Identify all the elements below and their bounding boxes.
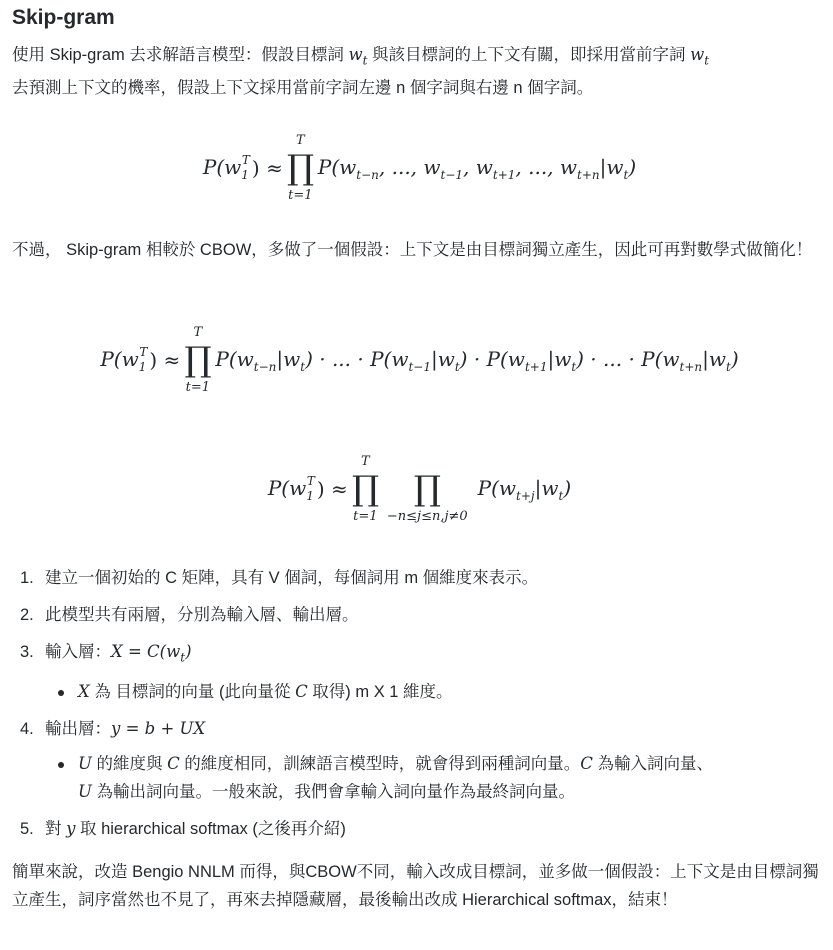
list-item: 3. 輸入層：$X = C(w_t)$ X 為 目標詞的向量 (此向量從 C 取得) m X 1 維度。 <box>12 638 827 706</box>
product-symbol-inner: ∏ −n≤j≤n,j≠0 <box>386 469 468 524</box>
equation-3: $P(w_1^T$ ) ≈ T ∏ t=1 ∏ −n≤j≤n,j≠0 $P(w_{t+j}|w_t)$ <box>267 454 572 524</box>
list-item: 4. 輸出層：y = b + UX U 的維度與 C 的維度相同，訓練語言模型時，就會得到兩種詞向量。C 為輸入詞向量、 U 為輸出詞向量。一般來說，我們會拿輸入詞向量作為最終詞向量。 <box>12 715 827 806</box>
intro-text-2: 與該目標詞的上下文有關，即採用當前字詞 <box>367 46 691 64</box>
list-item: 2. 此模型共有兩層，分別為輸入層、輸出層。 <box>20 606 359 624</box>
sub-list <box>45 678 827 706</box>
section-heading: Skip-gram <box>12 6 115 29</box>
intro-paragraph <box>12 41 824 102</box>
intro-text-1: 使用 Skip-gram 去求解語言模型：假設目標詞 <box>12 46 349 64</box>
steps-list <box>12 564 827 852</box>
intro-var-wt: $w_t$ <box>348 45 368 68</box>
equation-1: $P(w_1^T$ ) ≈ T ∏ t=1 $P(w_{t-n}$, ..., $w_{t-1}$, $w_{t+1}$, ..., $w_{t+n}|w_t$) <box>202 133 637 203</box>
summary-paragraph: 簡單來說，改造 Bengio NNLM 而得，與CBOW不同，輸入改成目標詞，並多做一個假設：上下文是由目標詞獨立產生，詞序當然也不見了，再來去掉隱藏層，最後輸出改成 Hierarchical softmax，結束！ <box>12 863 819 909</box>
list-item: 1. 建立一個初始的 C 矩陣，具有 V 個詞，每個詞用 m 個維度來表示。 <box>20 569 539 587</box>
list-item: 5. 對 y 取 hierarchical softmax (之後再介紹) <box>20 819 346 839</box>
product-symbol: T ∏ t=1 <box>184 325 212 395</box>
intro-text-3: 去預測上下文的機率，假設上下文採用當前字詞左邊 n 個字詞與右邊 n 個字詞。 <box>12 79 594 98</box>
product-symbol: T ∏ t=1 <box>286 133 314 203</box>
sub-list-item: X 為 目標詞的向量 (此向量從 C 取得) m X 1 維度。 <box>45 678 827 706</box>
intro-var-wt-2: $w_t$ <box>690 45 710 68</box>
simplification-paragraph: 不過， Skip-gram 相較於 CBOW，多做了一個假設：上下文是由目標詞獨立產生，因此可再對數學式做簡化！ <box>12 241 813 259</box>
sub-list <box>45 750 827 806</box>
sub-list-item: U 的維度與 C 的維度相同，訓練語言模型時，就會得到兩種詞向量。C 為輸入詞向量、 U 為輸出詞向量。一般來說，我們會拿輸入詞向量作為最終詞向量。 <box>45 750 827 806</box>
product-symbol: T ∏ t=1 <box>351 454 379 524</box>
equation-2: $P(w_1^T$ ) ≈ T ∏ t=1 $P(w_{t-n}|w_t)$ · ... · $P(w_{t-1}|w_t) \cdot P(w_{t+1}|w_t)$ · ... · $P(w_{t+n}|w_t)$ <box>100 325 739 395</box>
